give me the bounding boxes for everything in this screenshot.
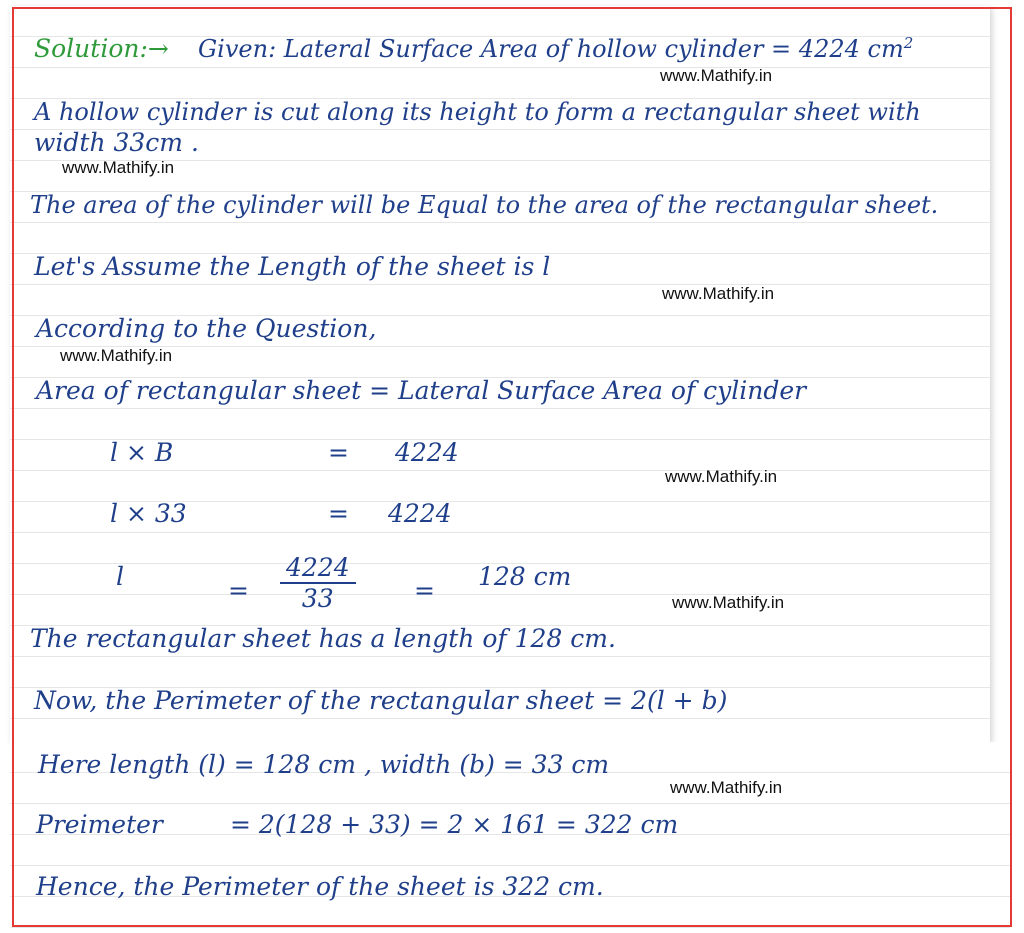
fraction [280,554,356,614]
eq1-rhs: 4224 [395,438,459,467]
intro-line-1: A hollow cylinder is cut along its height to form a rectangular sheet with [34,98,921,126]
perimeter-label: Preimeter [36,810,163,839]
eq3-equals-2: = [414,576,435,605]
final-answer: Hence, the Perimeter of the sheet is 322 cm. [36,872,604,901]
given-statement [198,36,913,61]
watermark: www.Mathify.in [62,158,175,177]
according-statement: According to the Question, [36,314,377,343]
watermark: www.Mathify.in [665,467,778,486]
eq2-rhs: 4224 [388,499,452,528]
eq2-lhs: l × 33 [110,499,187,528]
eq3-rhs: 128 cm [478,562,572,591]
perimeter-formula: Now, the Perimeter of the rectangular sheet = 2(l + b) [34,686,728,715]
watermark: www.Mathify.in [672,593,785,612]
eq2-equals: = [328,499,349,528]
perimeter-calculation: = 2(128 + 33) = 2 × 161 = 322 cm [230,810,679,839]
fraction-numerator: 4224 [280,554,356,584]
watermark: www.Mathify.in [660,66,773,85]
solution-label: Solution:→ [34,34,169,63]
eq1-lhs: l × B [110,438,174,467]
fraction-denominator: 33 [301,583,334,613]
given-text: Given: Lateral Surface Area of hollow cylinder = 4224 cm [198,35,904,63]
here-values: Here length (l) = 128 cm , width (b) = 33 cm [38,750,610,779]
watermark: www.Mathify.in [662,284,775,303]
area-equation: Area of rectangular sheet = Lateral Surface Area of cylinder [36,376,807,405]
equal-area-statement: The area of the cylinder will be Equal to the area of the rectangular sheet. [30,191,939,219]
eq3-lhs: l [116,562,124,591]
length-statement: The rectangular sheet has a length of 128 cm. [30,624,616,653]
watermark: www.Mathify.in [60,346,173,365]
assume-statement: Let's Assume the Length of the sheet is l [34,252,551,281]
watermark: www.Mathify.in [670,778,783,797]
eq1-equals: = [328,438,349,467]
intro-line-2: width 33cm . [34,128,199,157]
given-exponent: 2 [903,34,914,52]
eq3-equals: = [228,576,249,605]
